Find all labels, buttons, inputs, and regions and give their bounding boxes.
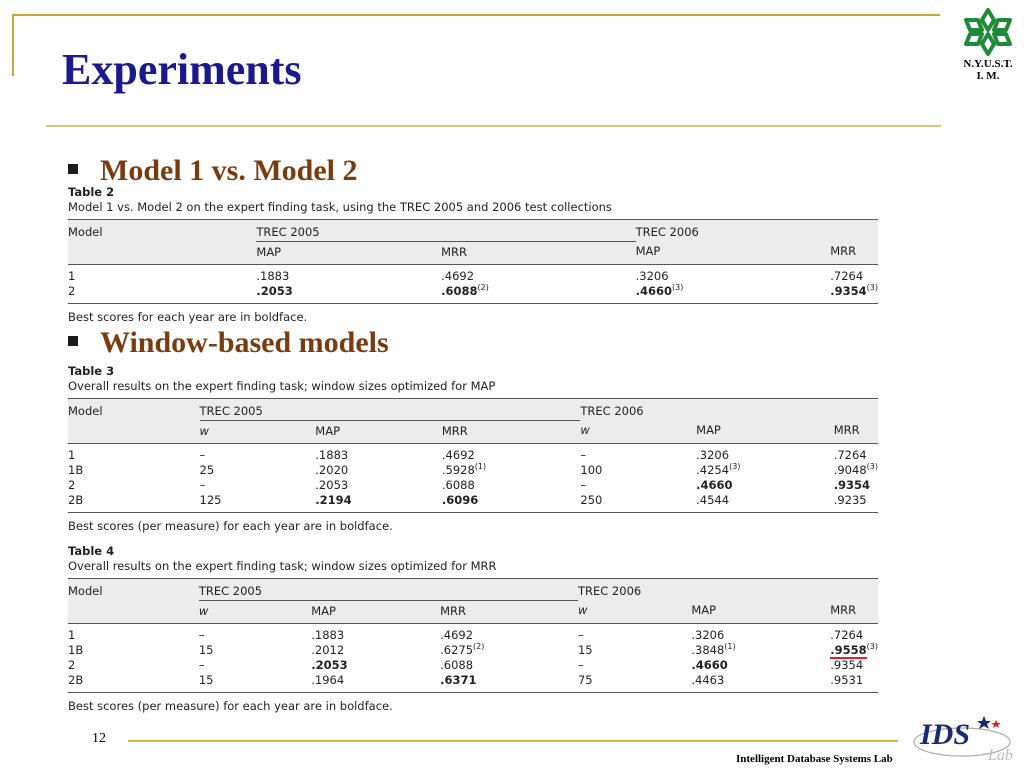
logo-text-line1: N.Y.U.S.T. xyxy=(963,58,1013,70)
header-trec2005: TREC 2005 xyxy=(256,220,441,242)
table-note: Best scores (per measure) for each year are in boldface. xyxy=(68,519,393,533)
nyust-emblem-icon xyxy=(960,6,1016,58)
header-model: Model xyxy=(68,579,199,601)
header-map-2006: MAP xyxy=(691,601,830,624)
star-icon xyxy=(991,720,1001,728)
star-icon xyxy=(977,716,991,729)
table-caption: Model 1 vs. Model 2 on the expert finding task, using the TREC 2005 and 2006 test collections xyxy=(68,200,612,214)
table-3 xyxy=(68,364,878,533)
table-2 xyxy=(68,185,878,324)
table-caption: Overall results on the expert finding task; window sizes optimized for MRR xyxy=(68,559,497,573)
table-row: 2 – .2053 .6088 – .4660 .9354 xyxy=(68,658,864,672)
ids-logo-text: IDS xyxy=(920,718,971,751)
header-mrr-2005: MRR xyxy=(440,601,578,624)
header-model: Model xyxy=(68,220,256,242)
page-number: 12 xyxy=(92,731,106,746)
table-row: 1 – .1883 .4692 – .3206 .7264 xyxy=(68,448,867,462)
table-row: 2 – .2053 .6088 – .4660 .9354 xyxy=(68,478,871,492)
header-w-2006: w xyxy=(580,423,590,438)
results-table xyxy=(68,219,878,304)
table-4 xyxy=(68,544,878,713)
header-mrr-2006: MRR xyxy=(830,601,878,624)
table-caption: Overall results on the expert finding task; window sizes optimized for MAP xyxy=(68,379,496,393)
header-mrr-2006: MRR xyxy=(830,242,878,265)
frame-left-line xyxy=(12,14,14,76)
table-label: Table 2 xyxy=(68,185,115,199)
header-map-2005: MAP xyxy=(311,601,440,624)
header-w-2005: w xyxy=(198,603,209,618)
frame-top-line xyxy=(12,14,940,16)
ids-logo-subtext: Lab xyxy=(988,747,1013,764)
header-w-2006: w xyxy=(577,603,588,618)
header-w-2005: w xyxy=(199,423,209,438)
results-table xyxy=(68,578,878,693)
header-map-2006: MAP xyxy=(696,421,834,444)
title-underline xyxy=(46,125,941,127)
logo-text-line2: I. M. xyxy=(976,70,1000,82)
table-row: 1B 15 .2012 .6275$^{(2)}$ 15 .3848$^{(1)}$ .9558$^{(3)}$ xyxy=(68,642,878,657)
table-label: Table 3 xyxy=(68,364,115,378)
footer-rule xyxy=(128,740,898,742)
table-label: Table 4 xyxy=(68,544,115,558)
table-row: 2B 15 .1964 .6371 75 .4463 .9531 xyxy=(68,673,878,693)
table-row: 1B 25 .2020 .5928$^{(1)}$ 100 .4254$^{(3)}$ .9048$^{(3)}$ xyxy=(68,462,878,477)
header-mrr-2006: MRR xyxy=(834,421,878,444)
header-mrr-2005: MRR xyxy=(442,421,581,444)
ids-lab-logo xyxy=(910,712,1018,766)
highlighted-best-mrr: .9558 xyxy=(830,643,867,657)
table-note: Best scores (per measure) for each year are in boldface. xyxy=(68,699,393,713)
header-trec2005: TREC 2005 xyxy=(200,399,316,421)
results-table xyxy=(68,398,878,513)
bullet-square-icon xyxy=(68,336,78,346)
header-model: Model xyxy=(68,399,200,421)
header-map-2005: MAP xyxy=(256,242,441,265)
slide-title: Experiments xyxy=(62,45,302,94)
section-heading-model1-vs-model2: Model 1 vs. Model 2 xyxy=(68,154,357,188)
table-note: Best scores for each year are in boldface. xyxy=(68,310,308,324)
table-row: 1 .1883 .4692 .3206 .7264 xyxy=(68,269,864,283)
table-row: 2 .2053 .6088$^{(2)}$ .4660$^{(3)}$ .9354$^{(3)}$ xyxy=(68,284,878,304)
header-map-2006: MAP xyxy=(636,242,831,265)
header-trec2005: TREC 2005 xyxy=(199,579,311,601)
header-map-2005: MAP xyxy=(315,421,442,444)
bullet-square-icon xyxy=(68,164,78,174)
nyust-logo xyxy=(956,6,1020,82)
header-trec2006: TREC 2006 xyxy=(636,220,831,242)
header-trec2006: TREC 2006 xyxy=(578,579,691,601)
table-row: 1 – .1883 .4692 – .3206 .7264 xyxy=(68,628,864,642)
footer-lab-name: Intelligent Database Systems Lab xyxy=(736,753,893,765)
table-row: 2B 125 .2194 .6096 250 .4544 .9235 xyxy=(68,493,878,513)
header-mrr-2005: MRR xyxy=(441,242,635,265)
section-heading-window-based-models: Window-based models xyxy=(68,326,389,360)
header-trec2006: TREC 2006 xyxy=(580,399,696,421)
